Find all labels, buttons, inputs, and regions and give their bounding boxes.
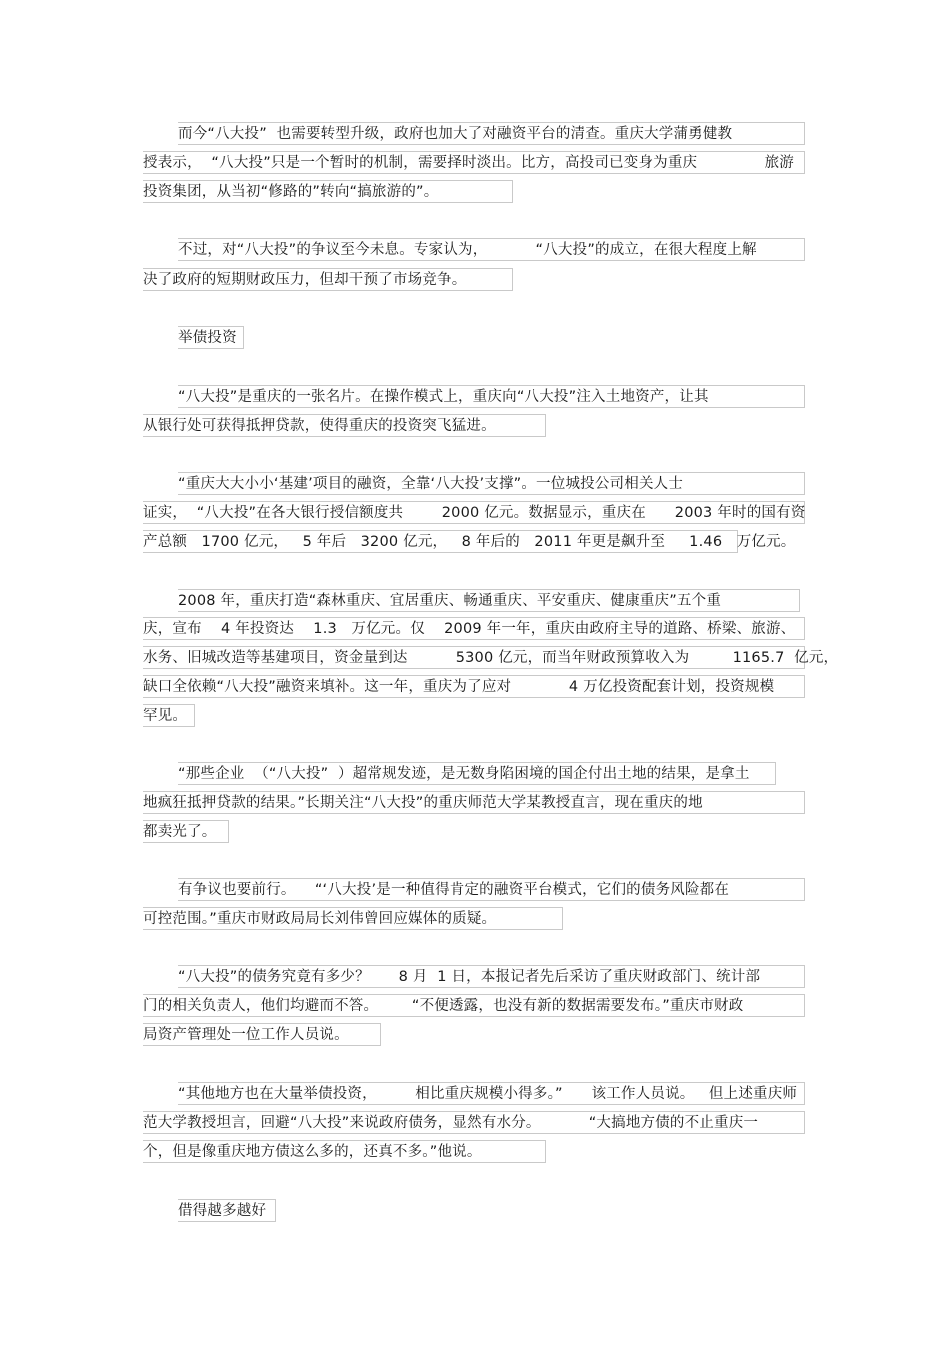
paragraph-1-line-1: 而今“八大投” 也需要转型升级，政府也加大了对融资平台的清查。重庆大学蒲勇健教: [178, 122, 805, 145]
paragraph-6-line-3: 水务、旧城改造等基建项目，资金量到达 5300 亿元，而当年财政预算收入为 1165.7 亿元，: [143, 646, 805, 669]
paragraph-6-line-2: 庆，宣布 4 年投资达 1.3 万亿元。仅 2009 年一年，重庆由政府主导的道路、桥梁、旅游、: [143, 617, 805, 640]
paragraph-8-line-1: 有争议也要前行。 “‘八大投’是一种值得肯定的融资平台模式，它们的债务风险都在: [178, 878, 805, 901]
paragraph-9-line-1: “八大投”的债务究竟有多少？ 8 月 1 日，本报记者先后采访了重庆财政部门、统计部: [178, 965, 805, 988]
paragraph-6-line-1: 2008 年，重庆打造“森林重庆、宜居重庆、畅通重庆、平安重庆、健康重庆”五个重: [178, 589, 800, 612]
paragraph-1-line-3: 投资集团，从当初“修路的”转向“搞旅游的”。: [143, 180, 513, 203]
paragraph-8-line-2: 可控范围。”重庆市财政局局长刘伟曾回应媒体的质疑。: [143, 907, 563, 930]
paragraph-10-line-3: 个，但是像重庆地方债这么多的，还真不多。”他说。: [143, 1140, 546, 1163]
paragraph-2-line-1: 不过，对“八大投”的争议至今未息。专家认为， “八大投”的成立，在很大程度上解: [178, 238, 805, 261]
paragraph-1-line-2: 授表示， “八大投”只是一个暂时的机制，需要择时淡出。比方，高投司已变身为重庆 旅游: [143, 151, 805, 174]
paragraph-2-line-2: 决了政府的短期财政压力，但却干预了市场竞争。: [143, 268, 513, 291]
paragraph-7-line-1: “那些企业 （“八大投” ）超常规发迹，是无数身陷困境的国企付出土地的结果，是拿土: [178, 762, 776, 785]
paragraph-7-line-3: 都卖光了。: [143, 820, 229, 843]
paragraph-7-line-2: 地疯狂抵押贷款的结果。”长期关注“八大投”的重庆师范大学某教授直言，现在重庆的地: [143, 791, 805, 814]
paragraph-4-line-1: “八大投”是重庆的一张名片。在操作模式上，重庆向“八大投”注入土地资产，让其: [178, 385, 805, 408]
paragraph-5-line-1: “重庆大大小小‘基建’项目的融资，全靠‘八大投’支撑”。一位城投公司相关人士: [178, 472, 805, 495]
paragraph-4-line-2: 从银行处可获得抵押贷款，使得重庆的投资突飞猛进。: [143, 414, 546, 437]
paragraph-6-line-4: 缺口全依赖“八大投”融资来填补。这一年，重庆为了应对 4 万亿投资配套计划，投资规模: [143, 675, 805, 698]
paragraph-9-line-2: 门的相关负责人，他们均避而不答。 “不便透露，也没有新的数据需要发布。”重庆市财政: [143, 994, 805, 1017]
paragraph-5-line-3: 产总额 1700 亿元， 5 年后 3200 亿元， 8 年后的 2011 年更是飙升至 1.46 万亿元。: [143, 530, 738, 553]
paragraph-10-line-2: 范大学教授坦言，回避“八大投”来说政府债务，显然有水分。 “大搞地方债的不止重庆一: [143, 1111, 805, 1134]
paragraph-9-line-3: 局资产管理处一位工作人员说。: [143, 1023, 381, 1046]
section-heading-borrowing: 举债投资: [178, 326, 244, 349]
paragraph-10-line-1: “其他地方也在大量举债投资， 相比重庆规模小得多。” 该工作人员说。 但上述重庆师: [178, 1082, 805, 1105]
paragraph-6-line-5: 罕见。: [143, 704, 195, 727]
section-heading-borrow-more: 借得越多越好: [178, 1199, 276, 1222]
paragraph-5-line-2: 证实， “八大投”在各大银行授信额度共 2000 亿元。数据显示，重庆在 2003 年时的国有资: [143, 501, 805, 524]
